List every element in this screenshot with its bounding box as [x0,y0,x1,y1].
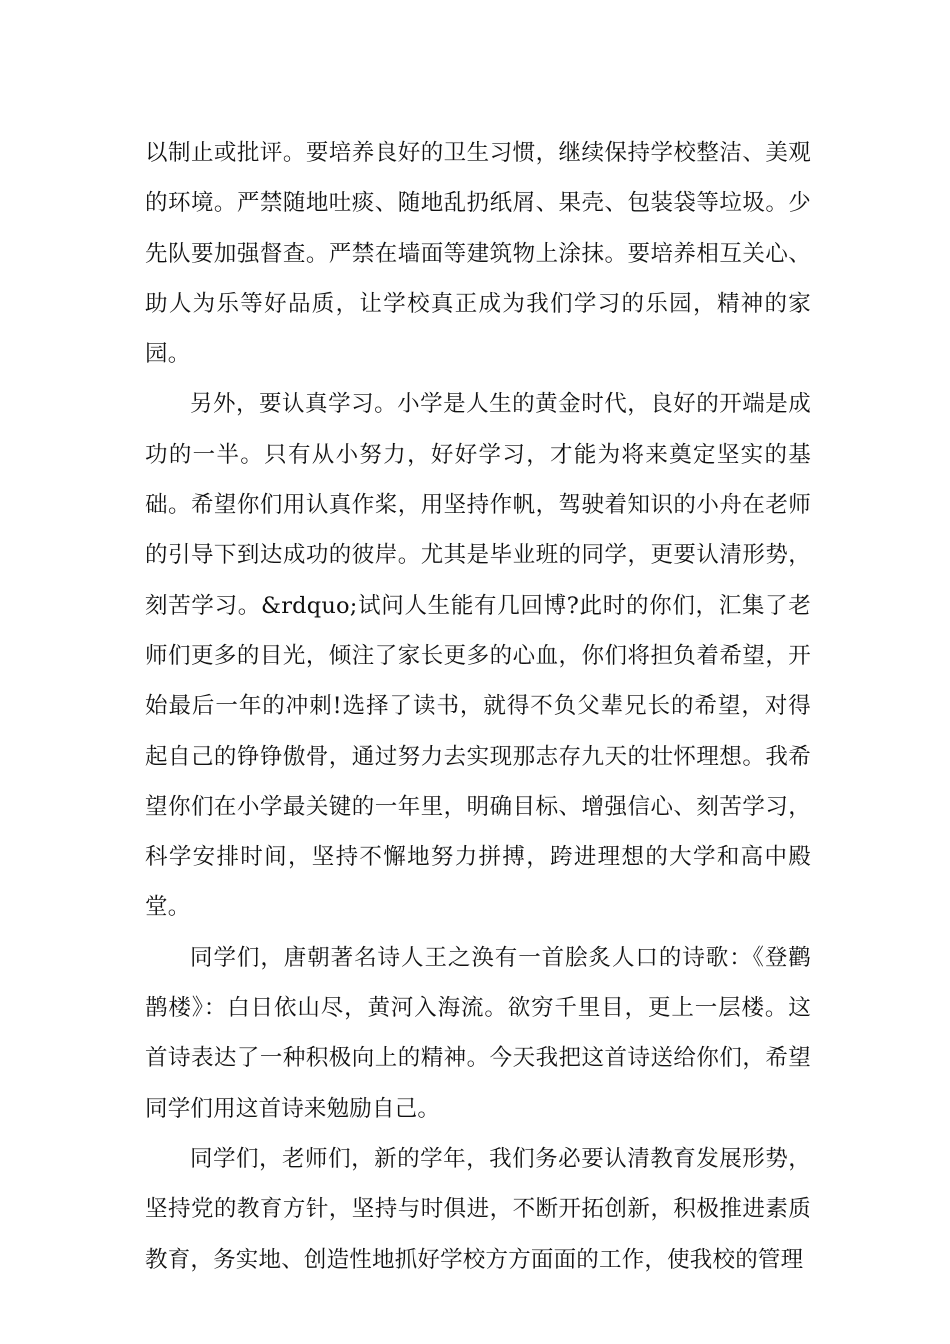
paragraph-1: 以制止或批评。要培养良好的卫生习惯，继续保持学校整洁、美观的环境。严禁随地吐痰、随地乱扔纸屑、果壳、包装袋等垃圾。少先队要加强督查。严禁在墙面等建筑物上涂抹。要培养相互关心、助人为乐等好品质，让学校真正成为我们学习的乐园，精神的家园。 [145,140,811,368]
document-body [145,128,811,1285]
paragraph-3: 同学们，唐朝著名诗人王之涣有一首脍炙人口的诗歌：《登鹳鹊楼》：白日依山尽，黄河入海流。欲穷千里目，更上一层楼。这首诗表达了一种积极向上的精神。今天我把这首诗送给你们，希望同学们用这首诗来勉励自己。 [145,944,811,1122]
paragraph-4: 同学们，老师们，新的学年，我们务必要认清教育发展形势，坚持党的教育方针，坚持与时俱进，不断开拓创新，积极推进素质教育，务实地、创造性地抓好学校方方面面的工作，使我校的管理 [145,1145,811,1273]
paragraph-2: 另外，要认真学习。小学是人生的黄金时代，良好的开端是成功的一半。只有从小努力，好好学习，才能为将来奠定坚实的基础。希望你们用认真作桨，用坚持作帆，驾驶着知识的小舟在老师的引导下到达成功的彼岸。尤其是毕业班的同学，更要认清形势，刻苦学习。&rdquo;试问人生能有几回博?此时的你们，汇集了老师们更多的目光，倾注了家长更多的心血，你们将担负着希望，开始最后一年的冲刺!选择了读书，就得不负父辈兄长的希望，对得起自己的铮铮傲骨，通过努力去实现那志存九天的壮怀理想。我希望你们在小学最关键的一年里，明确目标、增强信心、刻苦学习，科学安排时间，坚持不懈地努力拼搏，跨进理想的大学和高中殿堂。 [145,391,811,921]
